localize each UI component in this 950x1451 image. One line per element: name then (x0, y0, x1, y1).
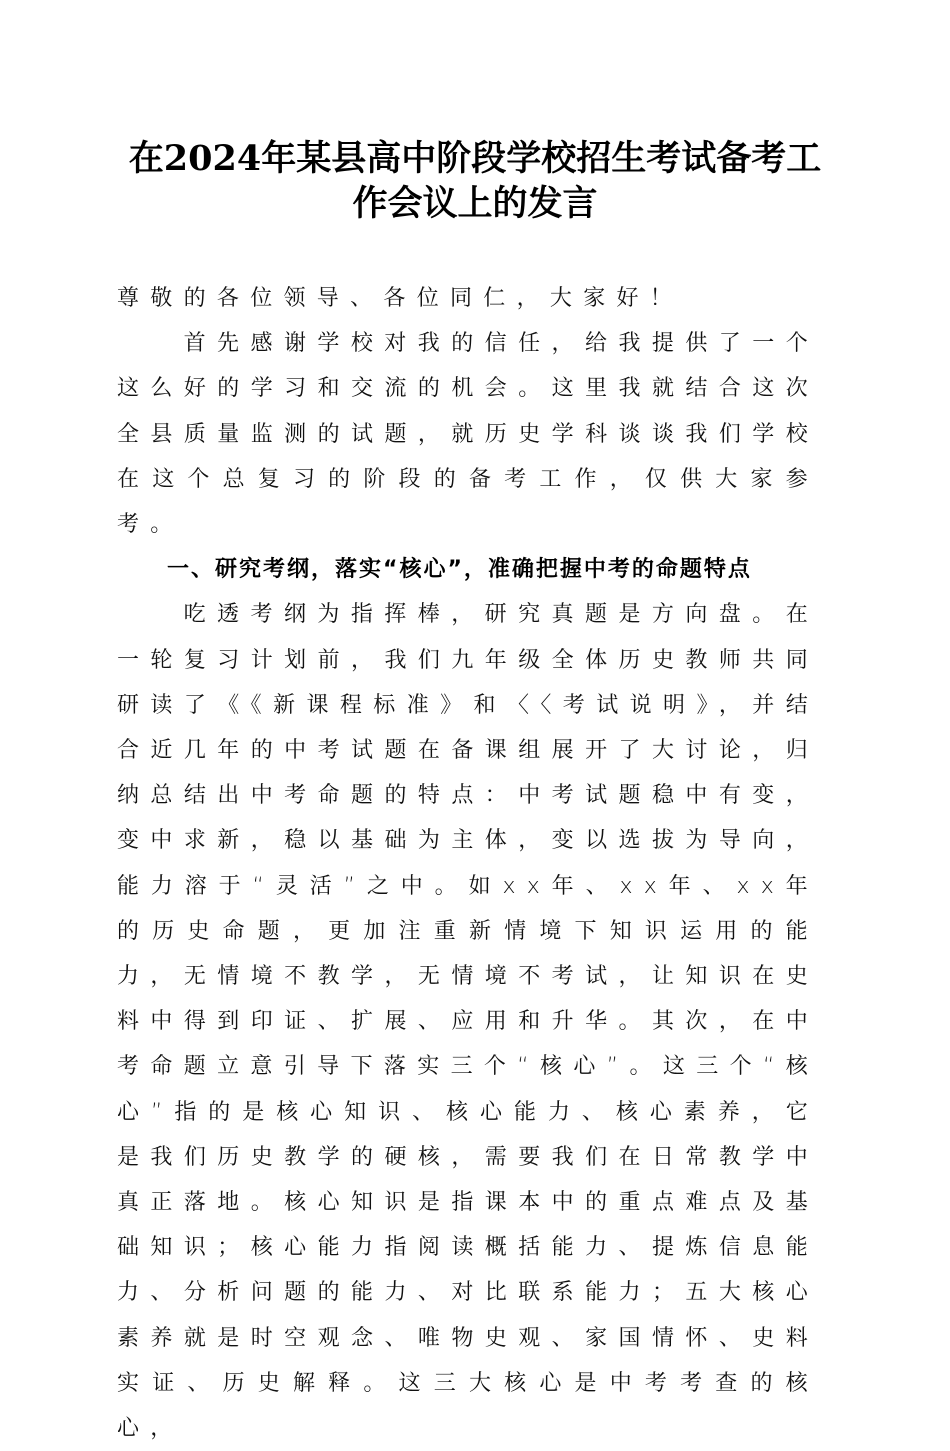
title-line-2: 作会议上的发言 (352, 183, 598, 224)
paragraph-intro: 首先感谢学校对我的信任，给我提供了一个这么好的学习和交流的机会。这里我就结合这次全县质量监测的试题，就历史学科谈谈我们学校在这个总复习的阶段的备考工作，仅供大家参考。 (117, 331, 819, 538)
section-heading-1: 一、研究考纲，落实“核心”，准确把握中考的命题特点 (167, 557, 752, 583)
title-line-1: 在2024年某县高中阶段学校招生考试备考工 (128, 138, 822, 179)
document-title (100, 136, 850, 226)
salutation: 尊敬的各位领导、各位同仁，大家好！ (117, 286, 684, 311)
paragraph-section-1: 吃透考纲为指挥棒，研究真题是方向盘。在一轮复习计划前，我们九年级全体历史教师共同研读了《《新课程标准》和〈〈考试说明》，并结合近几年的中考试题在备课组展开了大讨论，归纳总结出中考命题的特点：中考试题稳中有变，变中求新，稳以基础为主体，变以选拔为导向，能力溶于“灵活”之中。如xx年、xx年、xx年的历史命题，更加注重新情境下知识运用的能力，无情境不教学，无情境不考试，让知识在史料中得到印证、扩展、应用和升华。其次，在中考命题立意引导下落实三个“核心”。这三个“核心”指的是核心知识、核心能力、核心素养，它是我们历史教学的硬核，需要我们在日常教学中真正落地。核心知识是指课本中的重点难点及基础知识；核心能力指阅读概括能力、提炼信息能力、分析问题的能力、对比联系能力；五大核心素养就是时空观念、唯物史观、家国情怀、史料实证、历史解释。这三大核心是中考考查的核心， (117, 602, 819, 1442)
document-body (117, 276, 819, 1451)
